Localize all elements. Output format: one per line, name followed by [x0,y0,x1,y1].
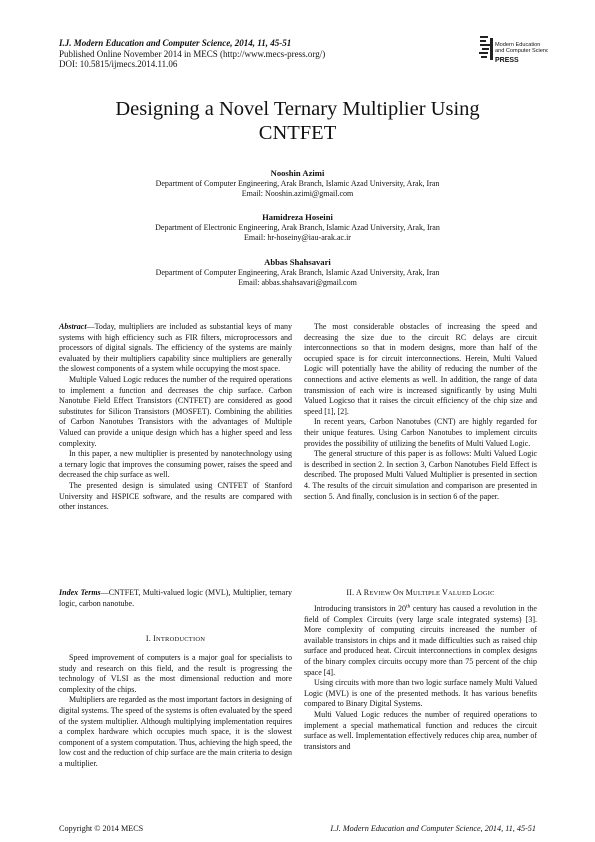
section-heading-1: I. INTRODUCTION [145,634,206,643]
journal-header [59,38,325,70]
index-terms-label: Index Terms [59,588,101,597]
author-block-3 [59,257,536,289]
abstract-paragraph-1 [59,322,292,375]
section-2-paragraph-3: Multi Valued Logic reduces the number of required operations to implement a special mathematical function and reduces the circuit surface as well. Implementation effectively reduces chip area, number of transistors and [304,709,537,751]
abstract [59,322,292,513]
author-block-1 [59,168,536,200]
section-2-paragraph-1: Introducing transistors in 20th century has caused a revolution in the field of Complex Circuits (very large scale integrated systems) [3]. More complexity of computing circuits increased the number of available transistors in chips and it made difficulties such as raised chip surface and produced heat. Circuit interconnections in complex designs of the binary complex circuits occupy more than 75 percent of the chip space [4]. [304,603,537,677]
intro-paragraph-5: The general structure of this paper is as follows: Multi Valued Logic is described in section 2. In section 3, Carbon Nanotubes Field Effect is described. The proposed Multi Valued Multiplier is presented in section 4. The results of the circuit simulation and comparison are presented in section 5. And finally, conclusion is in section 6 of the paper. [304,449,537,501]
logo-text-1: Modern Education [495,42,541,48]
author-affiliation: Department of Computer Engineering, Arak Branch, Islamic Azad University, Arak, Iran [155,178,440,188]
title-line-2: CNTFET [258,122,337,144]
logo-text-3: PRESS [495,57,519,64]
author-email: Email: Nooshin.azimi@gmail.com [241,189,354,198]
title-line-1: Designing a Novel Ternary Multiplier Using [115,98,480,120]
paper-title [60,97,535,145]
introduction-paragraph-1: Speed improvement of computers is a major goal for specialists to study and research on this field, and the result is progressing the technology of VLSI as the most dimensional reduction and more complexity of the chips. [59,653,292,694]
index-terms-text: —CNTFET, Multi-valued logic (MVL), Multiplier, ternary logic, carbon nanotube. [59,588,293,608]
section-2-body [304,604,537,752]
journal-line: I.J. Modern Education and Computer Science, 2014, 11, 45-51 [59,38,292,48]
intro-paragraph-4: In recent years, Carbon Nanotubes (CNT) are highly regarded for their unique features. Using Carbon Nanotubes to implement circuits provides the possibility of utilizing the benefits of Multi Valued Logic. [304,417,537,448]
abstract-paragraph-2: Multiple Valued Logic reduces the number of the required operations to implement a function and decreases the chip surface. Carbon Nanotube Field Effect Transistors (CNTFET) are considered as good substitutes for Silicon Transistors (MOSFET). Combining the abilities of Carbon Nanotubes Transistors with the advantages of Multiple Valued can provide a unique design which has a higher speed and less complexity. [59,374,292,448]
author-block-2 [59,212,536,244]
abstract-text: —Today, multipliers are included as substantial keys of many systems with high efficiency such as FIR filters, microprocessors and processors of digital signals. The efficiency of the systems are mainly evaluated by their multipliers capability since multipliers are generally the slowest components of a system while occupying the most space. [59,322,292,374]
author-name: Abbas Shahsavari [264,257,331,267]
abstract-label: Abstract [59,322,87,331]
doi-line: DOI: 10.5815/ijmecs.2014.11.06 [59,59,178,70]
logo-text-2: and Computer Science [495,48,548,54]
author-affiliation: Department of Electronic Engineering, Arak Branch, Islamic Azad University, Arak, Iran [155,222,440,232]
author-affiliation: Department of Computer Engineering, Arak Branch, Islamic Azad University, Arak, Iran [155,267,440,277]
published-line: Published Online November 2014 in MECS (http://www.mecs-press.org/) [59,48,326,59]
intro-paragraph-3: The most considerable obstacles of increasing the speed and decreasing the size due to the circuit RC delays are circuit interconnections so that in modern designs, more than half of the occupied space is for circuit interconnections. Herein, Multi Valued Logic will potentially have the ability of reducing the number of the connections and active elements as well. In addition, the range of data transmission of each wire is increased significantly by using Multi Valued Logicso that it raises the circuit efficiency of the chip size and speed [1], [2]. [304,322,537,416]
author-name: Nooshin Azimi [270,168,325,178]
abstract-paragraph-4: The presented design is simulated using CNTFET of Stanford University and HSPICE software, and the results are compared with other instances. [59,480,292,512]
introduction-paragraph-2: Multipliers are regarded as the most important factors in designing of digital systems. The speed of the systems is often evaluated by the speed of the system multiplier. Although multiplying implementation requires a complex hardware which occupies much space, it is the slowest component of a system computation. Thus, achieving the high speed, the low cost and the reduction of chip surface are the main criteria to design a multiplier. [59,695,292,768]
abstract-paragraph-3: In this paper, a new multiplier is presented by nanotechnology using a ternary logic that improves the consuming power, raises the speed and decreased the chip surface as well. [59,449,292,480]
footer-journal: I.J. Modern Education and Computer Science, 2014, 11, 45-51 [330,824,536,833]
footer-copyright: Copyright © 2014 MECS [59,824,144,833]
index-terms [59,588,292,609]
section-2-paragraph-2: Using circuits with more than two logic surface namely Multi Valued Logic (MVL) is one of the presented methods. It has various benefits compared to Binary Digital Systems. [304,678,537,709]
introduction-body [59,653,292,770]
mecs-logo [478,33,548,67]
author-email: Email: abbas.shahsavari@gmail.com [238,278,357,287]
intro-continuation [304,322,537,502]
author-name: Hamidreza Hoseini [262,212,333,222]
author-email: Email: hr-hoseiny@iau-arak.ac.ir [244,233,351,242]
section-heading-2: II. A REVIEW ON MULTIPLE VALUED LOGIC [346,588,495,597]
